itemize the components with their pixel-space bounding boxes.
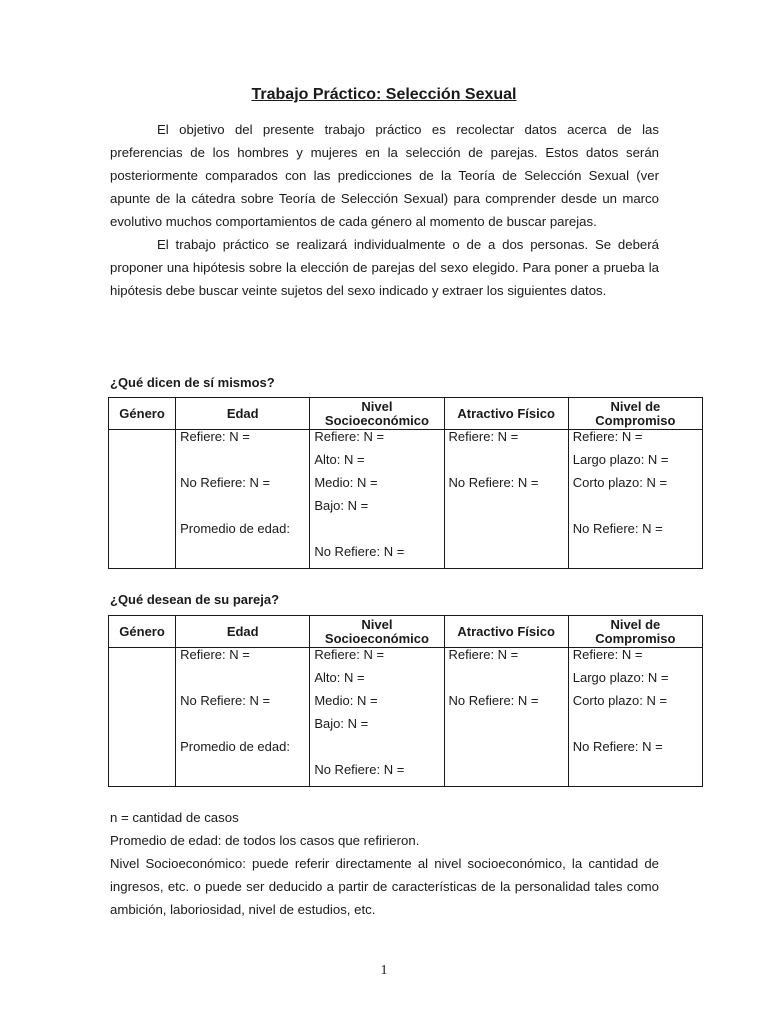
cell-line: Refiere: N = xyxy=(448,647,519,662)
table-row xyxy=(109,648,703,787)
cell-genero xyxy=(109,648,176,787)
cell-line: No Refiere: N = xyxy=(314,762,405,777)
note-socioeconomic: Nivel Socioeconómico: puede referir directamente al nivel socioeconómico, la cantidad de ingresos, etc. o puede ser deducido a partir de características de la personalidad tales como ambición, laboriosidad, nivel de estudios, etc. xyxy=(110,856,659,917)
document-title: Trabajo Práctico: Selección Sexual xyxy=(251,86,517,103)
cell-line xyxy=(180,545,305,568)
table-row xyxy=(109,430,703,569)
table-self-description xyxy=(108,397,703,569)
cell-line: Refiere: N = xyxy=(180,429,250,444)
cell-line xyxy=(573,717,698,740)
cell-line: Promedio de edad: xyxy=(180,521,290,536)
cell-line xyxy=(449,671,564,694)
cell-line: No Refiere: N = xyxy=(572,521,663,536)
cell-line xyxy=(573,545,698,568)
cell-line: Corto plazo: N = xyxy=(572,475,668,490)
cell-line: Medio: N = xyxy=(314,475,378,490)
header-atractivo-fisico: Atractivo Físico xyxy=(444,398,568,430)
cell-line xyxy=(449,545,564,568)
cell-line xyxy=(314,740,439,763)
table-header-row xyxy=(109,398,703,430)
table-partner-preferences xyxy=(108,615,703,787)
cell-compromiso xyxy=(568,430,702,569)
cell-edad xyxy=(176,430,310,569)
header-nivel-socioeconomico: Nivel Socioeconómico xyxy=(310,398,444,430)
header-atractivo-fisico: Atractivo Físico xyxy=(444,616,568,648)
cell-line: No Refiere: N = xyxy=(572,739,663,754)
cell-genero xyxy=(109,430,176,569)
header-genero: Género xyxy=(109,398,176,430)
cell-line: Corto plazo: N = xyxy=(572,693,668,708)
cell-line xyxy=(180,717,305,740)
cell-line: No Refiere: N = xyxy=(448,475,539,490)
paragraph-objective: El objetivo del presente trabajo práctico es recolectar datos acerca de las preferencias de los hombres y mujeres en la selección de parejas. Estos datos serán posteriormente comparados con las predicciones de la Teoría de Selección Sexual (ver apunte de la cátedra sobre Teoría de Selección Sexual) para comprender desde un marco evolutivo muchos comportamientos de cada género al momento de buscar parejas. xyxy=(110,122,659,229)
header-nivel-socioeconomico: Nivel Socioeconómico xyxy=(310,616,444,648)
cell-line xyxy=(180,499,305,522)
note-age-average: Promedio de edad: de todos los casos que refirieron. xyxy=(110,833,420,848)
cell-socioeconomico xyxy=(310,430,444,569)
cell-line xyxy=(449,763,564,786)
table-header-row xyxy=(109,616,703,648)
cell-atractivo xyxy=(444,430,568,569)
page-number: 1 xyxy=(380,963,388,978)
cell-line xyxy=(449,453,564,476)
cell-line: Refiere: N = xyxy=(314,429,385,444)
cell-line: Medio: N = xyxy=(314,693,378,708)
cell-line xyxy=(449,499,564,522)
cell-line: Refiere: N = xyxy=(572,429,643,444)
cell-line xyxy=(449,522,564,545)
header-edad: Edad xyxy=(176,616,310,648)
cell-line: Refiere: N = xyxy=(572,647,643,662)
cell-line: No Refiere: N = xyxy=(448,693,539,708)
cell-line xyxy=(180,453,305,476)
header-edad: Edad xyxy=(176,398,310,430)
cell-line xyxy=(314,522,439,545)
cell-line: Alto: N = xyxy=(314,670,365,685)
header-nivel-compromiso: Nivel de Compromiso xyxy=(568,616,702,648)
cell-compromiso xyxy=(568,648,702,787)
cell-line xyxy=(180,671,305,694)
paragraph-instructions: El trabajo práctico se realizará individualmente o de a dos personas. Se deberá proponer una hipótesis sobre la elección de parejas del sexo elegido. Para poner a prueba la hipótesis debe buscar veinte sujetos del sexo indicado y extraer los siguientes datos. xyxy=(110,237,659,298)
cell-line xyxy=(573,499,698,522)
cell-line: Bajo: N = xyxy=(314,716,369,731)
cell-line: Refiere: N = xyxy=(180,647,250,662)
intro-text xyxy=(110,118,659,302)
cell-line xyxy=(449,740,564,763)
cell-line: No Refiere: N = xyxy=(314,544,405,559)
cell-line xyxy=(573,763,698,786)
cell-line: Alto: N = xyxy=(314,452,365,467)
cell-edad xyxy=(176,648,310,787)
cell-line: No Refiere: N = xyxy=(180,475,271,490)
cell-line xyxy=(180,763,305,786)
header-genero: Género xyxy=(109,616,176,648)
notes-section xyxy=(110,806,659,921)
cell-socioeconomico xyxy=(310,648,444,787)
cell-line: Refiere: N = xyxy=(314,647,385,662)
cell-line: Largo plazo: N = xyxy=(572,670,669,685)
cell-line: Promedio de edad: xyxy=(180,739,290,754)
cell-line: Refiere: N = xyxy=(448,429,519,444)
note-n-definition: n = cantidad de casos xyxy=(110,810,239,825)
cell-line xyxy=(449,717,564,740)
cell-line: Largo plazo: N = xyxy=(572,452,669,467)
cell-atractivo xyxy=(444,648,568,787)
cell-line: Bajo: N = xyxy=(314,498,369,513)
cell-line: No Refiere: N = xyxy=(180,693,271,708)
section-heading-self: ¿Qué dicen de sí mismos? xyxy=(110,375,275,390)
header-nivel-compromiso: Nivel de Compromiso xyxy=(568,398,702,430)
section-heading-partner: ¿Qué desean de su pareja? xyxy=(110,592,280,607)
